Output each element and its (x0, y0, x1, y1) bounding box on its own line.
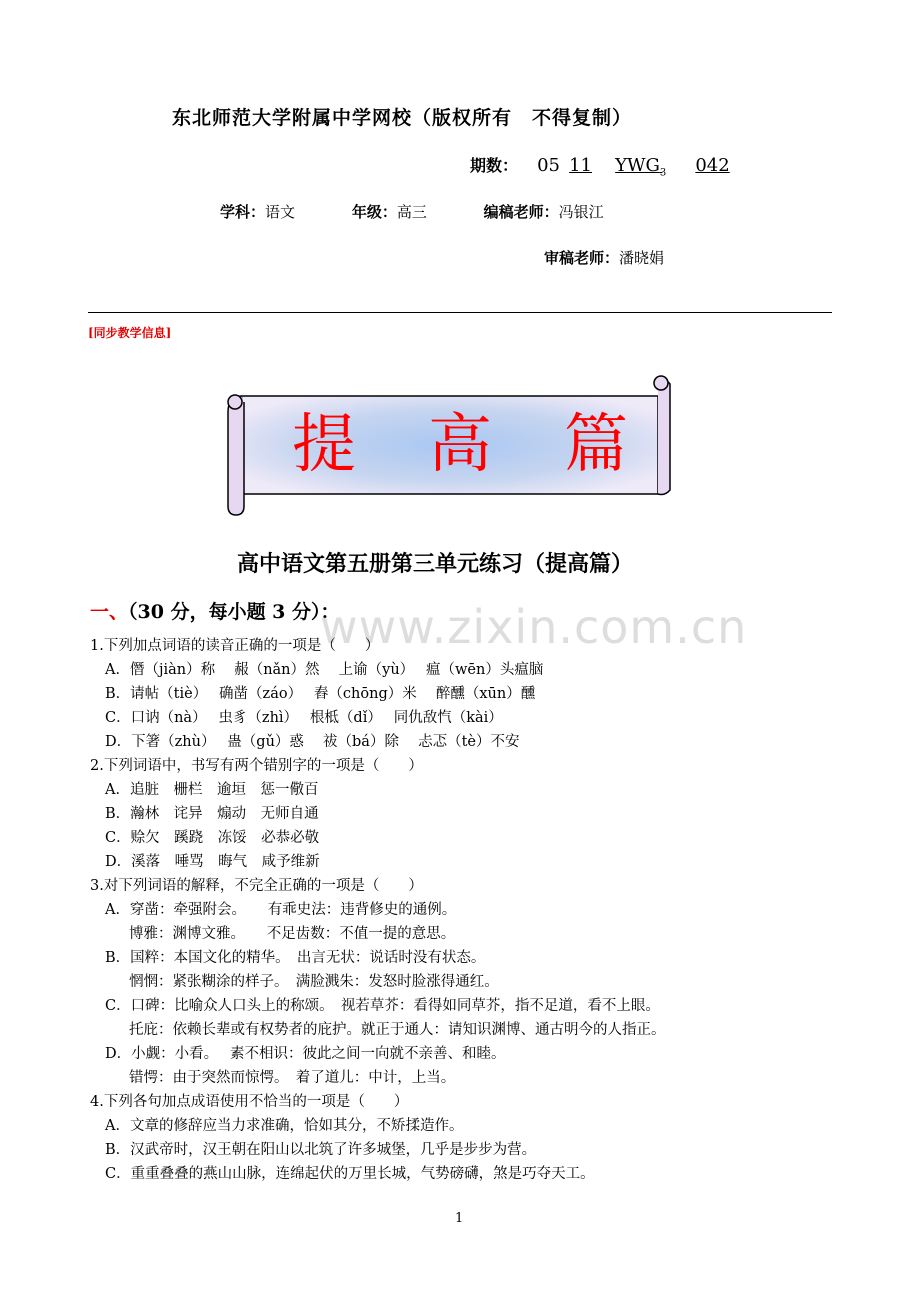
part1-header (90, 597, 340, 624)
q3-option-a-line2: 博雅：渊博文雅。 不足齿数：不值一提的意思。 (129, 926, 456, 942)
q3-option-b-line2: 惘惘：紧张糊涂的样子。 满脸溅朱：发怒时脸涨得通红。 (129, 974, 499, 990)
editor-value: 冯银江 (558, 203, 604, 221)
q3-option-b-line1: B．国粹：本国文化的精华。 出言无状：说话时没有状态。 (105, 950, 486, 966)
issue-part-d: 042 (695, 155, 730, 176)
banner-text: 提 高 篇 (292, 408, 632, 482)
q2-option-d: D．溪落 唾骂 晦气 咸予维新 (105, 854, 320, 870)
scroll-right-curl (658, 380, 670, 495)
issue-label: 期数： (470, 156, 519, 175)
question-4-stem: 4.下列各句加点成语使用不恰当的一项是（ ） (90, 1094, 409, 1110)
q3-option-a-line1: A．穿凿：牵强附会。 有乖史法：违背修史的通例。 (105, 902, 457, 918)
part1-number: 一、 (90, 601, 129, 623)
q2-option-a: A．追脏 栅栏 逾垣 惩一儆百 (105, 782, 319, 798)
issue-part-c: $YWG_3$ (615, 155, 667, 179)
q1-option-b: B．请帖（tiè） 确凿（záo） 舂（chōng）米 醉醺（xūn）醺 (105, 686, 536, 702)
issue-part-b: 11 (569, 155, 593, 176)
header-divider (88, 312, 832, 313)
subject-value: 语文 (265, 203, 296, 221)
q3-option-d-line1: D．小觑：小看。 素不相识：彼此之间一向就不亲善、和睦。 (105, 1046, 506, 1062)
watermark: www.zixin.com.cn (320, 600, 748, 654)
q4-option-c: C．重重叠叠的燕山山脉，连绵起伏的万里长城，气势磅礴，煞是巧夺天工。 (105, 1166, 595, 1182)
school-header: 东北师范大学附属中学网校（版权所有 不得复制） (172, 107, 633, 129)
reviewer-line (544, 247, 664, 268)
section-tag: [同步教学信息] (88, 326, 172, 340)
reviewer-value: 潘晓娟 (619, 249, 665, 267)
q1-option-a: A．僭（jiàn）称 赧（nǎn）然 上谕（yù） 瘟（wēn）头瘟脑 (105, 662, 544, 678)
question-3-stem: 3.对下列词语的解释，不完全正确的一项是（ ） (90, 878, 423, 894)
q1-option-c: C．口讷（nà） 虫豸（zhì） 根柢（dǐ） 同仇敌忾（kài） (105, 710, 503, 726)
meta-line (220, 201, 604, 222)
q4-option-b: B．汉武帝时，汉王朝在阳山以北筑了许多城堡，几乎是步步为营。 (105, 1142, 537, 1158)
question-2-stem: 2.下列词语中，书写有两个错别字的一项是（ ） (90, 758, 423, 774)
editor-label: 编稿老师： (483, 203, 559, 221)
grade-label: 年级： (351, 203, 397, 221)
reviewer-label: 审稿老师： (544, 249, 620, 267)
grade-value: 高三 (396, 203, 427, 221)
issue-line (470, 153, 730, 179)
part1-text: （30 分，每小题 3 分）： (128, 601, 340, 623)
q3-option-c-line1: C．口碑：比喻众人口头上的称颂。 视若草芥：看得如同草芥，指不足道，看不上眼。 (105, 998, 660, 1014)
q4-option-a: A．文章的修辞应当力求准确，恰如其分，不矫揉造作。 (105, 1118, 464, 1134)
doc-title: 高中语文第五册第三单元练习（提高篇） (237, 551, 634, 577)
q1-option-d: D．下箸（zhù） 蛊（gǔ）惑 祓（bá）除 忐忑（tè）不安 (105, 734, 520, 750)
q2-option-c: C．赊欠 蹊跷 冻馁 必恭必敬 (105, 830, 320, 846)
q3-option-d-line2: 错愕：由于突然而惊愕。 着了道儿：中计，上当。 (129, 1070, 456, 1086)
scroll-left-curl (228, 396, 244, 515)
page-number: 1 (455, 1211, 464, 1226)
question-1-stem: 1.下列加点词语的读音正确的一项是（ ） (90, 638, 380, 654)
q2-option-b: B．瀚林 诧异 煽动 无师自通 (105, 806, 319, 822)
issue-part-a: 05 (537, 155, 561, 176)
q3-option-c-line2: 托庇：依赖长辈或有权势者的庇护。就正于通人：请知识渊博、通古明今的人指正。 (129, 1022, 666, 1038)
subject-label: 学科： (220, 203, 266, 221)
